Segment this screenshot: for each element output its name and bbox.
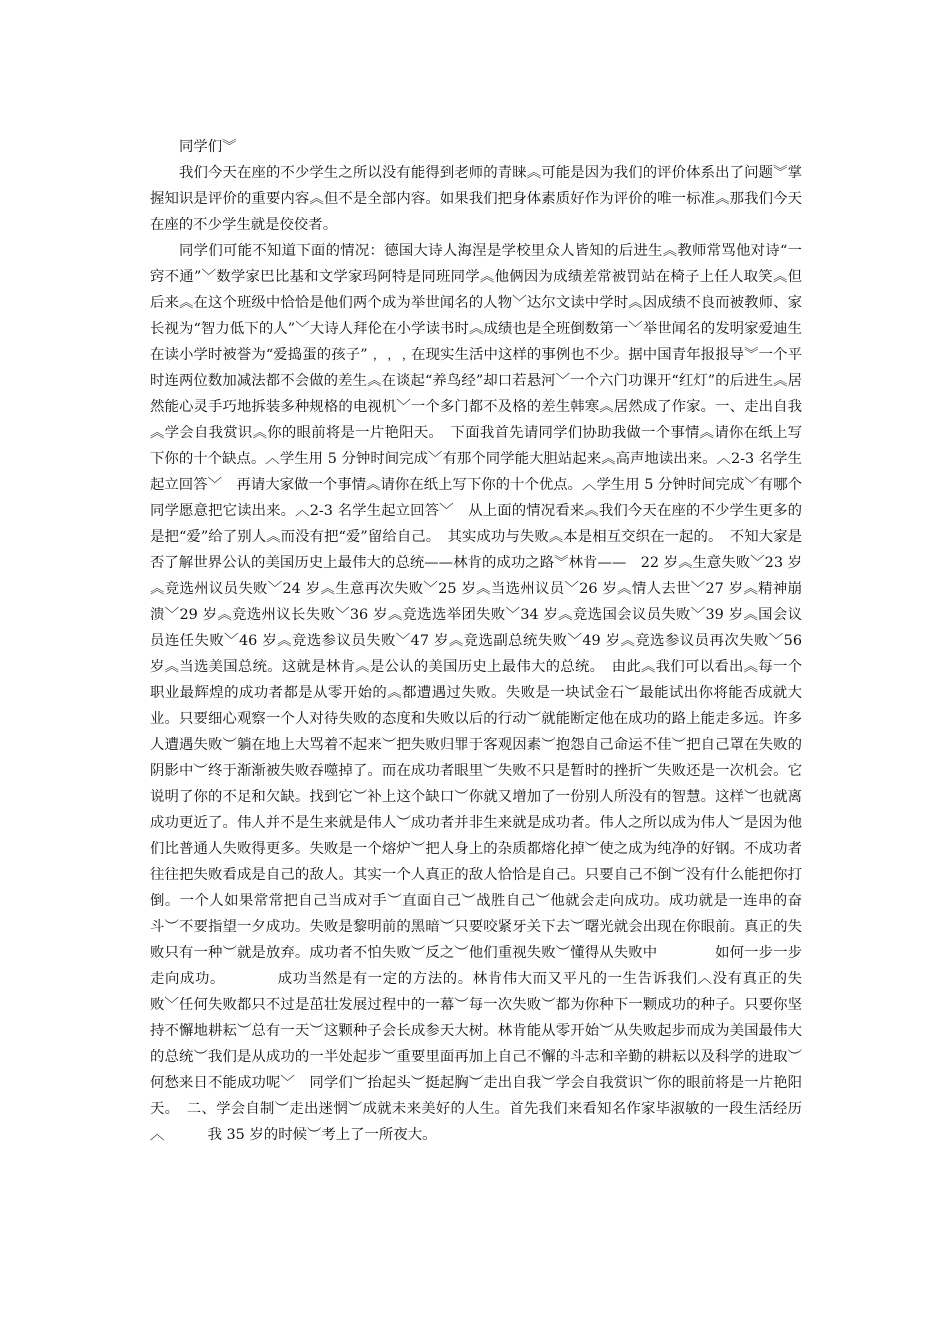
document-page (150, 134, 802, 1148)
body-paragraph-2: 同学们可能不知道下面的情况：德国大诗人海涅是学校里众人皆知的后进生︽教师常骂他对诗“一窍不通”﹀数学家巴比基和文学家玛阿特是同班同学︽他俩因为成绩差常被罚站在椅子上任人取笑︽但后来︽在这个班级中恰恰是他们两个成为举世闻名的人物﹀达尔文读中学时︽因成绩不良而被教师、家长视为“智力低下的人”﹀大诗人拜伦在小学读书时︽成绩也是全班倒数第一﹀举世闻名的发明家爱迪生在读小学时被誉为“爱捣蛋的孩子”﹐﹐﹐在现实生活中这样的事例也不少。据中国青年报报导︾一个平时连两位数加减法都不会做的差生︽在谈起“养鸟经”却口若悬河﹀一个六门功课开“红灯”的后进生︽居然能心灵手巧地拆装多种规格的电视机﹀一个多门都不及格的差生韩寒︽居然成了作家。一、走出自我︽学会自我赏识︽你的眼前将是一片艳阳天。 下面我首先请同学们协助我做一个事情︽请你在纸上写下你的十个缺点。︿学生用 5 分钟时间完成﹀有那个同学能大胆站起来︽高声地读出来。︿2-3 名学生起立回答﹀ 再请大家做一个事情︽请你在纸上写下你的十个优点。︿学生用 5 分钟时间完成﹀有哪个同学愿意把它读出来。︿2-3 名学生起立回答﹀ 从上面的情况看来︽我们今天在座的不少学生更多的是把“爱”给了别人︽而没有把“爱”留给自己。 其实成功与失败︽本是相互交织在一起的。 不知大家是否了解世界公认的美国历史上最伟大的总统——林肯的成功之路︾林肯—— 22 岁︽生意失败﹀23 岁︽竞选州议员失败﹀24 岁︽生意再次失败﹀25 岁︽当选州议员﹀26 岁︽情人去世﹀27 岁︽精神崩溃﹀29 岁︽竞选州议长失败﹀36 岁︽竞选选举团失败﹀34 岁︽竞选国会议员失败﹀39 岁︽国会议员连任失败﹀46 岁︽竞选参议员失败﹀47 岁︽竞选副总统失败﹀49 岁︽竞选参议员再次失败﹀56 岁︽当选美国总统。这就是林肯︽是公认的美国历史上最伟大的总统。 由此︽我们可以看出︽每一个职业最辉煌的成功者都是从零开始的︽都遭遇过失败。失败是一块试金石︶最能试出你将能否成就大业。只要细心观察一个人对待失败的态度和失败以后的行动︶就能断定他在成功的路上能走多远。许多人遭遇失败︶躺在地上大骂着不起来︶把失败归罪于客观因素︶抱怨自己命运不佳︶把自己罩在失败的阴影中︶终于渐渐被失败吞噬掉了。而在成功者眼里︶失败不只是暂时的挫折︶失败还是一次机会。它说明了你的不足和欠缺。找到它︶补上这个缺口︶你就又增加了一份别人所没有的智慧。这样︶也就离成功更近了。伟人并不是生来就是伟人︶成功者并非生来就是成功者。伟人之所以成为伟人︶是因为他们比普通人失败得更多。失败是一个熔炉︶把人身上的杂质都熔化掉︶使之成为纯净的好钢。不成功者往往把失败看成是自己的敌人。其实一个人真正的敌人恰恰是自己。只要自己不倒︶没有什么能把你打倒。一个人如果常常把自己当成对手︶直面自己︶战胜自己︶他就会走向成功。成功就是一连串的奋斗︶不要指望一夕成功。失败是黎明前的黑暗︶只要咬紧牙关下去︶曙光就会出现在你眼前。真正的失败只有一种︶就是放弃。成功者不怕失败︶反之︶他们重视失败︶懂得从失败中 如何一步一步走向成功。 成功当然是有一定的方法的。林肯伟大而又平凡的一生告诉我们︿没有真正的失败﹀任何失败都只不过是茁壮发展过程中的一幕︶每一次失败︶都为你种下一颗成功的种子。只要你坚持不懈地耕耘︶总有一天︶这颗种子会长成参天大树。林肯能从零开始︶从失败起步而成为美国最伟大的总统︶我们是从成功的一半处起步︶重要里面再加上自己不懈的斗志和辛勤的耕耘以及科学的进取︶何愁来日不能成功呢﹀ 同学们︶抬起头︶挺起胸︶走出自我︶学会自我赏识︶你的眼前将是一片艳阳天。 二、学会自制︶走出迷惘︶成就未来美好的人生。首先我们来看知名作家毕淑敏的一段生活经历︿ 我 35 岁的时候︶考上了一所夜大。 (150, 243, 802, 1143)
body-paragraph-1: 我们今天在座的不少学生之所以没有能得到老师的青睐︽可能是因为我们的评价体系出了问题︾掌握知识是评价的重要内容︽但不是全部内容。如果我们把身体素质好作为评价的唯一标准︽那我们今天在座的不少学生就是佼佼者。 (150, 165, 802, 233)
salutation-paragraph: 同学们︾ (179, 139, 237, 155)
